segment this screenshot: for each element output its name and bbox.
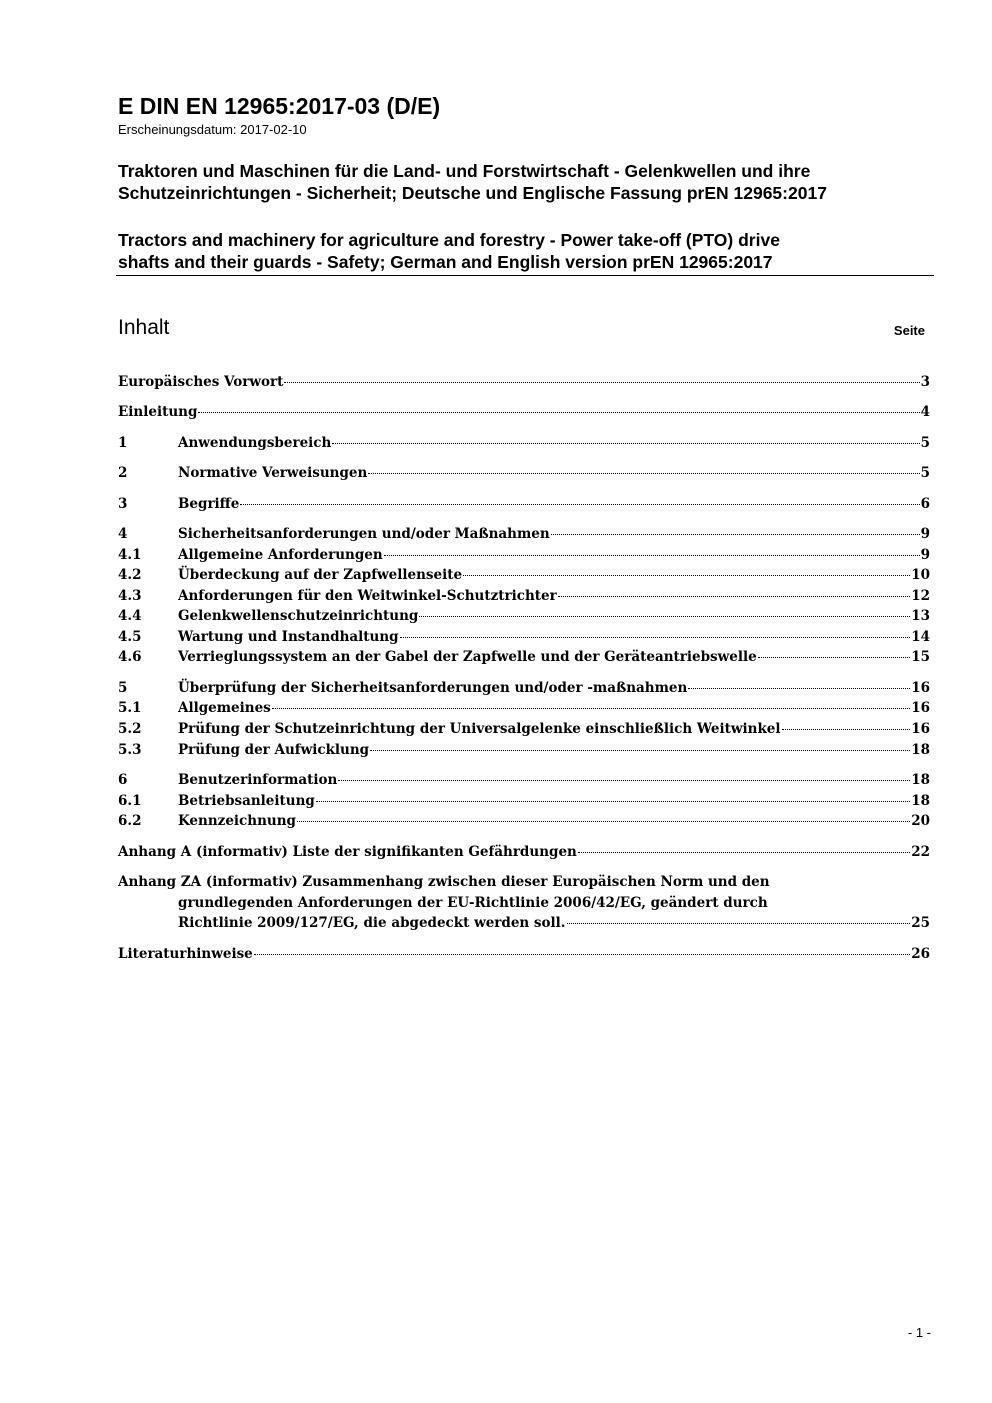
toc-entry[interactable] xyxy=(118,678,930,698)
toc-entry-number: 4.5 xyxy=(118,629,142,645)
toc-entry[interactable] xyxy=(118,770,930,790)
toc-entry-title: Allgemeine Anforderungen xyxy=(178,547,383,563)
toc-leader-dots xyxy=(688,688,910,689)
toc-entry[interactable] xyxy=(118,944,930,964)
toc-entry-number: 4.3 xyxy=(118,588,142,604)
toc-entry-number: 6 xyxy=(118,772,128,788)
toc-entry[interactable] xyxy=(118,647,930,667)
toc-entry[interactable] xyxy=(118,842,930,862)
toc-entry-number: 5 xyxy=(118,680,128,696)
toc-entry[interactable] xyxy=(118,606,930,626)
toc-entry-number: 3 xyxy=(118,496,128,512)
toc-entry[interactable] xyxy=(118,791,930,811)
toc-entry-title: Betriebsanleitung xyxy=(178,793,315,809)
toc-leader-dots xyxy=(254,954,910,955)
toc-entry[interactable] xyxy=(118,698,930,718)
toc-entry-title: Benutzerinformation xyxy=(178,772,338,788)
toc-leader-dots xyxy=(198,412,919,413)
toc-leader-dots xyxy=(567,923,911,924)
toc-entry-title: Anforderungen für den Weitwinkel-Schutztrichter xyxy=(178,588,557,604)
toc-leader-dots xyxy=(419,616,910,617)
toc-entry-title: Begriffe xyxy=(178,496,240,512)
toc-entry[interactable] xyxy=(118,463,930,483)
toc-entry[interactable] xyxy=(118,719,930,739)
toc-leader-dots xyxy=(370,750,910,751)
toc-leader-dots xyxy=(316,801,910,802)
toc-entry-page: 5 xyxy=(920,465,930,481)
toc-entry-page: 16 xyxy=(911,680,930,696)
toc-entry-page: 3 xyxy=(920,374,930,390)
toc-entry-title: Überprüfung der Sicherheitsanforderungen und/oder -maßnahmen xyxy=(178,680,688,696)
title-english-line: shafts and their guards - Safety; German and English version prEN 12965:2017 xyxy=(118,252,773,272)
toc-entry-page: 25 xyxy=(911,915,930,931)
toc-entry-title: Verrieglungssystem an der Gabel der Zapfwelle und der Geräteantriebswelle xyxy=(178,649,757,665)
toc-leader-dots xyxy=(758,657,911,658)
toc-entry-title: Gelenkwellenschutzeinrichtung xyxy=(178,608,419,624)
toc-entry-title: Prüfung der Aufwicklung xyxy=(178,742,370,758)
toc-entry-number: 1 xyxy=(118,435,128,451)
toc-entry-page: 14 xyxy=(911,629,930,645)
toc-entry-page: 15 xyxy=(911,649,930,665)
toc-page-column-label: Seite xyxy=(893,323,925,338)
toc-entry[interactable] xyxy=(118,811,930,831)
publication-date: Erscheinungsdatum: 2017-02-10 xyxy=(118,122,307,137)
toc-leader-dots xyxy=(272,708,910,709)
toc-entry[interactable] xyxy=(118,586,930,606)
toc-entry-page: 9 xyxy=(920,547,930,563)
toc-leader-dots xyxy=(463,575,910,576)
toc-leader-dots xyxy=(578,852,910,853)
toc-entry-title: Einleitung xyxy=(118,404,198,420)
toc-entry-number: 2 xyxy=(118,465,128,481)
toc-entry-page: 20 xyxy=(911,813,930,829)
toc-entry-title: Anwendungsbereich xyxy=(178,435,332,451)
toc-leader-dots xyxy=(551,534,920,535)
toc-entry[interactable] xyxy=(178,913,930,933)
toc-entry-number: 4.1 xyxy=(118,547,142,563)
toc-leader-dots xyxy=(384,555,920,556)
toc-entry-number: 4.2 xyxy=(118,567,142,583)
toc-entry-page: 18 xyxy=(911,793,930,809)
toc-entry-title: Richtlinie 2009/127/EG, die abgedeckt werden soll. xyxy=(178,915,566,931)
toc-entry-title: Überdeckung auf der Zapfwellenseite xyxy=(178,567,463,583)
toc-entry[interactable] xyxy=(118,402,930,422)
toc-leader-dots xyxy=(338,780,910,781)
title-german-line: Traktoren und Maschinen für die Land- und Forstwirtschaft - Gelenkwellen und ihre xyxy=(118,161,811,181)
toc-entry[interactable] xyxy=(118,494,930,514)
title-english-line: Tractors and machinery for agriculture and forestry - Power take-off (PTO) drive xyxy=(118,230,780,250)
toc-entry[interactable] xyxy=(118,372,930,392)
toc-entry-title: Anhang A (informativ) Liste der signifikanten Gefährdungen xyxy=(118,844,577,860)
toc-entry-number: 4 xyxy=(118,526,128,542)
toc-entry-page: 6 xyxy=(920,496,930,512)
toc-entry-page: 4 xyxy=(920,404,930,420)
toc-entry-annex-za-line-2[interactable]: grundlegenden Anforderungen der EU-Richtlinie 2006/42/EG, geändert durch xyxy=(178,895,768,911)
toc-leader-dots xyxy=(297,821,910,822)
toc-entry-number: 4.4 xyxy=(118,608,142,624)
page-number: - 1 - xyxy=(907,1325,931,1340)
toc-entry-title: Allgemeines xyxy=(178,700,271,716)
title-german-line: Schutzeinrichtungen - Sicherheit; Deutsche und Englische Fassung prEN 12965:2017 xyxy=(118,183,827,203)
toc-entry-title: Europäisches Vorwort xyxy=(118,374,284,390)
toc-entry-title: Literaturhinweise xyxy=(118,946,253,962)
toc-entry-page: 9 xyxy=(920,526,930,542)
toc-entry-title: Normative Verweisungen xyxy=(178,465,368,481)
toc-entry[interactable] xyxy=(118,565,930,585)
toc-entry-page: 16 xyxy=(911,721,930,737)
toc-leader-dots xyxy=(400,637,911,638)
toc-entry[interactable] xyxy=(118,740,930,760)
toc-entry[interactable] xyxy=(118,433,930,453)
toc-entry-page: 16 xyxy=(911,700,930,716)
toc-entry[interactable] xyxy=(118,545,930,565)
toc-leader-dots xyxy=(558,596,910,597)
toc-entry-page: 18 xyxy=(911,772,930,788)
toc-leader-dots xyxy=(782,729,911,730)
toc-entry-page: 13 xyxy=(911,608,930,624)
toc-entry-page: 12 xyxy=(911,588,930,604)
toc-entry[interactable] xyxy=(118,524,930,544)
toc-entry-number: 6.1 xyxy=(118,793,142,809)
toc-entry-page: 26 xyxy=(911,946,930,962)
toc-entry-title: Wartung und Instandhaltung xyxy=(178,629,399,645)
toc-heading: Inhalt xyxy=(118,316,170,339)
toc-entry-number: 5.1 xyxy=(118,700,142,716)
toc-entry-number: 6.2 xyxy=(118,813,142,829)
toc-leader-dots xyxy=(332,443,919,444)
toc-entry-title: Sicherheitsanforderungen und/oder Maßnahmen xyxy=(178,526,550,542)
toc-entry-number: 5.3 xyxy=(118,742,142,758)
toc-entry-title: Kennzeichnung xyxy=(178,813,296,829)
toc-entry-page: 5 xyxy=(920,435,930,451)
toc-leader-dots xyxy=(240,504,919,505)
toc-entry-number: 4.6 xyxy=(118,649,142,665)
toc-leader-dots xyxy=(368,473,919,474)
toc-entry-page: 10 xyxy=(911,567,930,583)
toc-entry-page: 22 xyxy=(911,844,930,860)
toc-entry-page: 18 xyxy=(911,742,930,758)
toc-leader-dots xyxy=(284,382,919,383)
toc-entry-number: 5.2 xyxy=(118,721,142,737)
document-code: E DIN EN 12965:2017-03 (D/E) xyxy=(118,93,441,119)
toc-entry-title: Prüfung der Schutzeinrichtung der Universalgelenke einschließlich Weitwinkel xyxy=(178,721,781,737)
toc-entry-annex-za-line-1[interactable]: Anhang ZA (informativ) Zusammenhang zwischen dieser Europäischen Norm und den xyxy=(118,874,770,890)
toc-entry[interactable] xyxy=(118,627,930,647)
